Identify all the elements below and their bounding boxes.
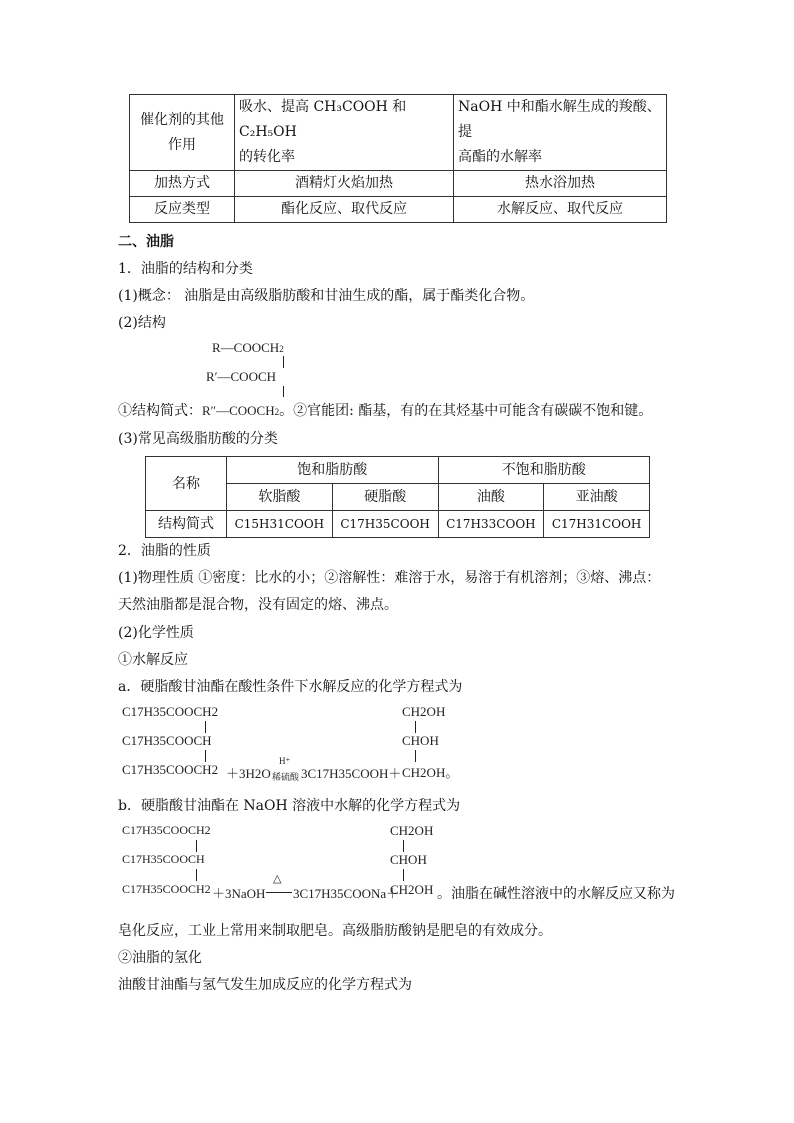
condition-label: 稀硫酸 bbox=[272, 772, 300, 782]
table-cell: 名称 bbox=[146, 457, 227, 511]
comparison-table bbox=[129, 94, 667, 223]
section-heading: 二、油脂 bbox=[118, 234, 174, 250]
paragraph: 天然油脂都是混合物，没有固定的熔、沸点。 bbox=[118, 597, 398, 613]
table-row bbox=[130, 197, 667, 223]
paragraph: 油酸甘油酯与氢气发生加成反应的化学方程式为 bbox=[118, 977, 412, 993]
bond-line bbox=[415, 721, 416, 733]
ester-line-3: C17H35COOCH2 bbox=[122, 882, 211, 896]
ester-line-2: C17H35COOCH bbox=[122, 852, 205, 866]
catalyst-label: H⁺ bbox=[279, 756, 291, 766]
table-cell: 饱和脂肪酸 bbox=[227, 457, 439, 484]
table-cell: 软脂酸 bbox=[227, 484, 333, 511]
cell-text: NaOH 中和酯水解生成的羧酸、提 bbox=[458, 99, 661, 140]
table-row bbox=[130, 95, 667, 171]
bond-line bbox=[196, 869, 197, 881]
bond-line bbox=[196, 840, 197, 852]
paragraph: b．硬脂酸甘油酯在 NaOH 溶液中水解的化学方程式为 bbox=[118, 798, 461, 814]
bond-line bbox=[283, 386, 284, 397]
ester-line-1: C17H35COOCH2 bbox=[122, 823, 211, 837]
table-cell: 亚油酸 bbox=[544, 484, 650, 511]
table-row bbox=[146, 511, 650, 538]
table-cell bbox=[235, 95, 454, 171]
table-cell: 加热方式 bbox=[130, 171, 235, 197]
glycerol-line-1: CH2OH bbox=[402, 704, 446, 719]
cell-text: 作用 bbox=[168, 136, 196, 153]
paragraph: ②油脂的氢化 bbox=[118, 950, 202, 966]
cell-text: 吸水、提高 CH₃COOH 和 C₂H₅OH bbox=[239, 99, 407, 140]
paragraph: 皂化反应，工业上常用来制取肥皂。高级脂肪酸钠是肥皂的有效成分。 bbox=[118, 923, 552, 939]
bond-line bbox=[205, 721, 206, 733]
reactant: ＋3NaOH bbox=[212, 886, 266, 901]
structure-line-3: R″—COOCH2 bbox=[202, 403, 280, 418]
table-cell: 硬脂酸 bbox=[332, 484, 438, 511]
cell-text: 高酯的水解率 bbox=[458, 149, 542, 165]
fatty-acid-table bbox=[145, 456, 650, 538]
paragraph: 。油脂在碱性溶液中的水解反应又称为 bbox=[437, 886, 675, 902]
table-cell: 油酸 bbox=[438, 484, 544, 511]
table-cell: 水解反应、取代反应 bbox=[454, 197, 667, 223]
paragraph: (3)常见高级脂肪酸的分类 bbox=[118, 431, 278, 447]
table-cell: 酒精灯火焰加热 bbox=[235, 171, 454, 197]
table-cell: C17H31COOH bbox=[544, 511, 650, 538]
table-cell: C17H35COOH bbox=[332, 511, 438, 538]
bond-line bbox=[403, 840, 404, 852]
paragraph: (1)物理性质 ①密度：比水的小；②溶解性：难溶于水，易溶于有机溶剂；③熔、沸点： bbox=[118, 570, 661, 586]
table-cell bbox=[454, 95, 667, 171]
glycerol-line-3: CH2OH bbox=[390, 882, 434, 897]
glycerol-line-2: CHOH bbox=[390, 852, 427, 867]
ester-line-3: C17H35COOCH2 bbox=[122, 762, 219, 777]
paragraph: (1)概念： 油脂是由高级脂肪酸和甘油生成的酯，属于酯类化合物。 bbox=[118, 288, 535, 304]
product: 3C17H35COONa＋ bbox=[293, 886, 400, 901]
table-cell: 反应类型 bbox=[130, 197, 235, 223]
heat-symbol: △ bbox=[273, 873, 282, 885]
glycerol-line-1: CH2OH bbox=[390, 823, 434, 838]
table-cell: C15H31COOH bbox=[227, 511, 333, 538]
glycerol-line-3: CH2OH。 bbox=[402, 765, 459, 780]
paragraph: a．硬脂酸甘油酯在酸性条件下水解反应的化学方程式为 bbox=[118, 679, 463, 695]
table-cell: 结构简式 bbox=[146, 511, 227, 538]
table-cell: 热水浴加热 bbox=[454, 171, 667, 197]
cell-text: 催化剂的其他 bbox=[140, 111, 224, 128]
product: 3C17H35COOH＋ bbox=[301, 766, 402, 781]
table-cell: C17H33COOH bbox=[438, 511, 544, 538]
reactant: ＋3H2O bbox=[226, 766, 271, 781]
paragraph: ①水解反应 bbox=[118, 652, 188, 668]
glycerol-line-2: CHOH bbox=[402, 733, 439, 748]
table-cell: 酯化反应、取代反应 bbox=[235, 197, 454, 223]
subheading: 2．油脂的性质 bbox=[118, 543, 211, 559]
bond-line bbox=[403, 869, 404, 881]
structure-line-1: R—COOCH2 bbox=[212, 340, 284, 355]
table-row bbox=[146, 457, 650, 484]
reaction-arrow bbox=[266, 892, 292, 893]
paragraph: (2)化学性质 bbox=[118, 625, 194, 641]
table-row bbox=[130, 171, 667, 197]
bond-line bbox=[415, 750, 416, 762]
cell-text: 的转化率 bbox=[239, 149, 295, 165]
structure-line-2: R′—COOCH bbox=[206, 369, 277, 384]
table-cell: 不饱和脂肪酸 bbox=[438, 457, 650, 484]
ester-line-1: C17H35COOCH2 bbox=[122, 704, 219, 719]
table-cell bbox=[130, 95, 235, 171]
paragraph: (2)结构 bbox=[118, 315, 166, 331]
bond-line bbox=[205, 750, 206, 762]
bond-line bbox=[283, 356, 284, 368]
ester-line-2: C17H35COOCH bbox=[122, 733, 212, 748]
subheading: 1．油脂的结构和分类 bbox=[118, 261, 253, 277]
paragraph: ①结构简式：R″—COOCH2。②官能团: 酯基，有的在其烃基中可能含有碳碳不饱和键。 bbox=[118, 403, 653, 419]
